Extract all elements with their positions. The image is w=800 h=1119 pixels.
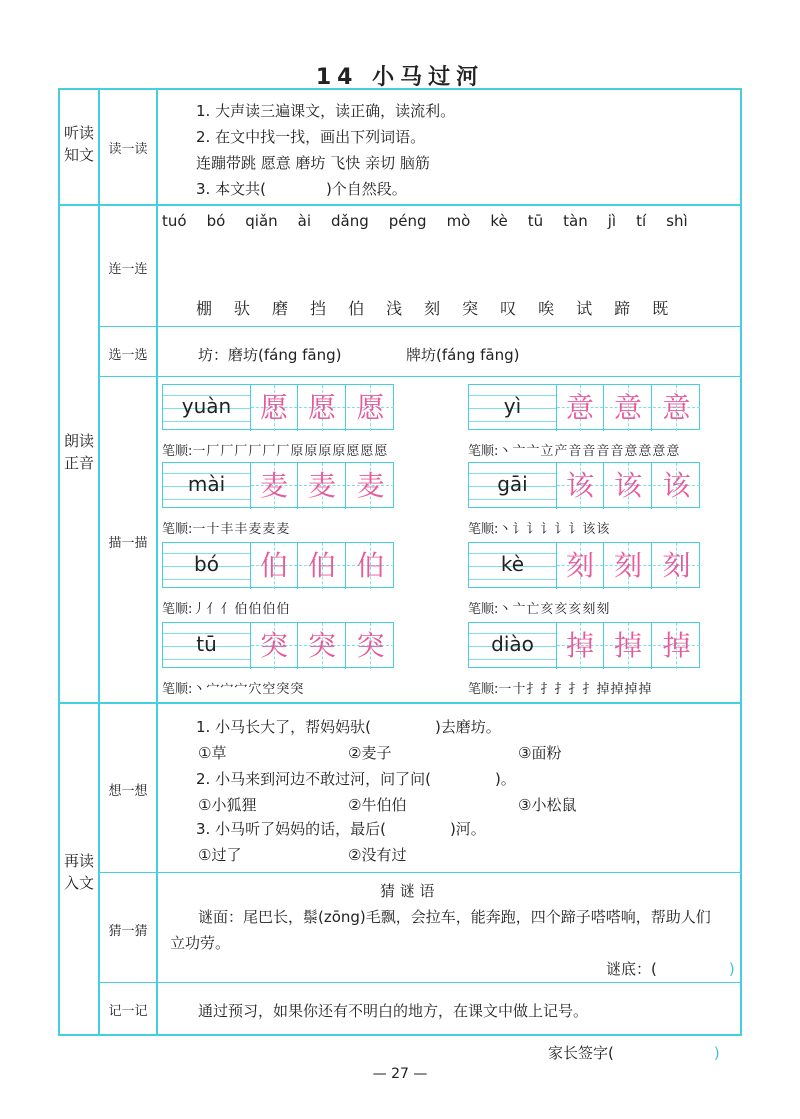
think-q1: 1. 小马长大了，帮妈妈驮( )去磨坊。 [196,718,501,736]
page-number: — 27 — [372,1066,428,1082]
writing-grid[interactable] [162,542,394,588]
char-box[interactable] [605,385,652,431]
pinyin-text: bó [194,552,219,576]
pinyin-box [163,463,251,509]
trace-char: 伯 [259,549,288,582]
read-words: 连蹦带跳 愿意 磨坊 飞快 亲切 脑筋 [196,154,430,172]
sub-link: 连一连 [108,262,148,277]
sub-trace: 描一描 [108,536,148,551]
char-box[interactable] [557,623,604,669]
pinyin-item[interactable]: mò [446,212,471,230]
pinyin-box [163,623,251,669]
sub-guess: 猜一猜 [108,924,148,939]
char-box[interactable] [653,463,700,509]
trace-char: 麦 [259,469,288,502]
choose-item-2[interactable]: 牌坊(fáng fāng) [406,346,520,364]
trace-char: 意 [662,391,691,424]
char-box[interactable] [605,543,652,589]
trace-char: 意 [565,391,594,424]
trace-char: 该 [662,469,691,502]
pinyin-item[interactable]: péng [388,212,427,230]
riddle-line2: 立功劳。 [170,934,231,952]
pinyin-item[interactable]: ài [297,212,312,230]
trace-char: 意 [613,391,642,424]
think-q3-opt2[interactable]: ②没有过 [348,846,407,864]
sub-note: 记一记 [108,1004,148,1019]
section-listen: 听读知文 [63,124,94,164]
char-item[interactable]: 磨 [272,299,289,318]
sub-think: 想一想 [108,784,148,799]
trace-char: 掉 [565,629,594,662]
read-q2: 2. 在文中找一找，画出下列词语。 [196,128,426,146]
pinyin-box [469,385,557,431]
trace-char: 刻 [613,549,642,582]
char-box[interactable] [251,385,298,431]
writing-grid[interactable] [468,542,700,588]
think-q3: 3. 小马听了妈妈的话，最后( )河。 [196,820,486,838]
trace-char: 刻 [565,549,594,582]
read-q1: 1. 大声读三遍课文，读正确，读流利。 [196,102,456,120]
char-item[interactable]: 叹 [500,299,517,318]
trace-char: 该 [565,469,594,502]
trace-char: 伯 [356,549,385,582]
trace-char: 愿 [307,391,336,424]
pinyin-text: yuàn [181,394,232,418]
pinyin-item[interactable]: qiǎn [245,212,278,230]
trace-char: 掉 [613,629,642,662]
pinyin-item[interactable]: dǎng [331,212,369,230]
writing-grid[interactable] [162,622,394,668]
think-q1-opt3[interactable]: ③面粉 [518,744,562,762]
char-box[interactable] [557,385,604,431]
note-text: 通过预习，如果你还有不明白的地方，在课文中做上记号。 [198,1002,589,1020]
stroke-order: 笔顺:丶讠讠讠讠讠该该 [468,522,611,537]
trace-char: 该 [613,469,642,502]
trace-char: 掉 [662,629,691,662]
char-box[interactable] [605,463,652,509]
pinyin-text: gāi [497,472,528,496]
char-box[interactable] [653,623,700,669]
writing-grid[interactable] [468,462,700,508]
stroke-order: 笔顺:一十扌扌扌扌扌掉掉掉掉 [468,682,653,697]
think-q3-opt1[interactable]: ①过了 [198,846,242,864]
char-box[interactable] [347,623,394,669]
char-box[interactable] [299,463,346,509]
char-row [196,296,690,319]
char-item[interactable]: 蹄 [614,299,631,318]
char-box[interactable] [251,463,298,509]
trace-char: 刻 [662,549,691,582]
writing-grid[interactable] [162,384,394,430]
char-box[interactable] [299,385,346,431]
pinyin-item[interactable]: kè [490,212,508,230]
pinyin-text: kè [500,552,525,576]
riddle-heading: 猜 谜 语 [380,882,435,900]
trace-char: 愿 [259,391,288,424]
sub-choose: 选一选 [108,348,148,363]
char-item[interactable]: 唉 [538,299,555,318]
trace-char: 麦 [356,469,385,502]
trace-char: 伯 [307,549,336,582]
char-item[interactable]: 挡 [310,299,327,318]
think-q2-opt3[interactable]: ③小松鼠 [518,796,577,814]
pinyin-text: yì [503,394,522,418]
pinyin-row [162,212,708,230]
char-box[interactable] [299,543,346,589]
char-item[interactable]: 刻 [424,299,441,318]
writing-grid[interactable] [468,622,700,668]
think-q2: 2. 小马来到河边不敢过河，问了问( )。 [196,770,516,788]
pinyin-box [163,385,251,431]
trace-char: 愿 [356,391,385,424]
section-reread: 再读入文 [63,852,94,892]
char-item[interactable]: 既 [652,299,669,318]
read-q3: 3. 本文共( )个自然段。 [196,180,407,198]
writing-grid[interactable] [468,384,700,430]
char-item[interactable]: 驮 [234,299,251,318]
char-box[interactable] [299,623,346,669]
trace-char: 突 [307,629,336,662]
char-item[interactable]: 棚 [196,299,213,318]
char-box[interactable] [605,623,652,669]
pinyin-item[interactable]: shì [666,212,688,230]
char-item[interactable]: 伯 [348,299,365,318]
char-box[interactable] [557,463,604,509]
pinyin-item[interactable]: tí [636,212,647,230]
pinyin-box [163,543,251,589]
pinyin-item[interactable]: jì [607,212,617,230]
pinyin-item[interactable]: tàn [563,212,588,230]
riddle-line1: 谜面：尾巴长，鬃(zōng)毛飘，会拉车，能奔跑，四个蹄子嗒嗒响，帮助人们 [198,908,711,926]
trace-char: 突 [259,629,288,662]
pinyin-text: diào [491,632,534,656]
char-item[interactable]: 试 [576,299,593,318]
pinyin-box [469,543,557,589]
writing-grid[interactable] [162,462,394,508]
stroke-order: 笔顺:丶宀宀宀穴空突突 [162,682,305,697]
sub-read: 读一读 [108,142,148,157]
trace-char: 麦 [307,469,336,502]
trace-char: 突 [356,629,385,662]
char-item[interactable]: 突 [462,299,479,318]
char-box[interactable] [557,543,604,589]
pinyin-item[interactable]: tuó [162,212,187,230]
parent-signature[interactable]: 家长签字( ) [548,1044,720,1062]
char-item[interactable]: 浅 [386,299,403,318]
pinyin-box [469,623,557,669]
riddle-answer[interactable]: 谜底：( ) [606,960,735,978]
pinyin-text: mài [187,472,226,496]
char-box[interactable] [251,543,298,589]
stroke-order: 笔顺:一厂厂厂厂厂厂原原原原愿愿愿 [162,444,389,459]
think-q2-opt2[interactable]: ②牛伯伯 [348,796,407,814]
stroke-order: 笔顺:一十丰丰麦麦麦 [162,522,291,537]
stroke-order: 笔顺:丿亻亻伯伯伯伯 [162,602,291,617]
stroke-order: 笔顺:丶亠亡亥亥亥刻刻 [468,602,611,617]
char-box[interactable] [347,543,394,589]
char-box[interactable] [251,623,298,669]
stroke-order: 笔顺:丶亠亠立产音音音音意意意意 [468,444,681,459]
pinyin-box [469,463,557,509]
pinyin-text: tū [196,632,217,656]
think-q2-opt1[interactable]: ①小狐狸 [198,796,257,814]
char-box[interactable] [653,543,700,589]
pinyin-item[interactable]: tū [527,212,544,230]
think-q1-opt2[interactable]: ②麦子 [348,744,392,762]
pinyin-item[interactable]: bó [206,212,226,230]
page-title: 14 小马过河 [315,65,485,90]
think-q1-opt1[interactable]: ①草 [198,744,227,762]
char-box[interactable] [347,385,394,431]
section-pronounce: 朗读正音 [63,432,94,472]
char-box[interactable] [653,385,700,431]
char-box[interactable] [347,463,394,509]
choose-item-1[interactable]: 坊：磨坊(fáng fāng) [198,346,342,364]
